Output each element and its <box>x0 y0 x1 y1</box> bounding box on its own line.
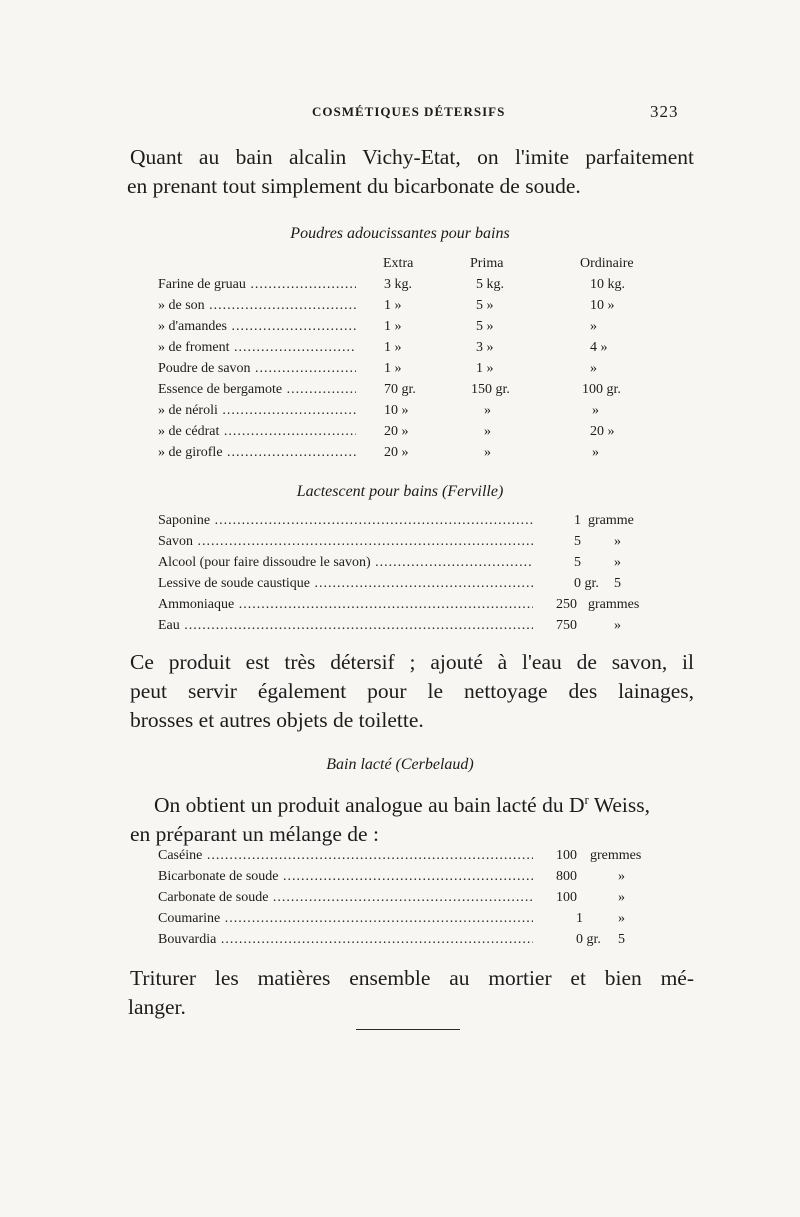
table-row <box>158 277 678 298</box>
superscript: r <box>584 792 589 807</box>
cell-unit: » <box>614 618 621 633</box>
cell-unit: » <box>618 890 625 905</box>
row-label: Lessive de soude caustique ..... <box>158 576 533 592</box>
table-row <box>158 911 678 932</box>
text-run: Weiss, <box>588 793 651 818</box>
cell-extra: 1 » <box>384 361 402 376</box>
cell-ordinaire: 4 » <box>590 340 608 355</box>
row-label: Savon ..... <box>158 534 533 550</box>
cell-prima: » <box>484 445 491 460</box>
table-header-row <box>158 256 678 277</box>
caption-bain-lacte: Bain lacté (Cerbelaud) <box>326 756 474 773</box>
paragraph-line: langer. <box>128 995 186 1019</box>
cell-ordinaire: » <box>592 403 599 418</box>
paragraph-line: Ce produit est très détersif ; ajouté à l'eau de savon, il <box>130 650 694 674</box>
cell-unit: » <box>618 911 625 926</box>
table-row <box>158 403 678 424</box>
column-header-prima: Prima <box>470 256 504 271</box>
cell-ordinaire: » <box>590 319 597 334</box>
row-label: » de cédrat ..... <box>158 424 356 440</box>
cell-quantity: 100 <box>556 890 577 905</box>
table-row <box>158 445 678 466</box>
table-bain-lacte <box>158 848 678 958</box>
paragraph-line: Triturer les matières ensemble au mortier et bien mé- <box>130 966 694 990</box>
cell-quantity: 5 <box>574 555 581 570</box>
row-label: » d'amandes ..... <box>158 319 356 335</box>
row-label: Bouvardia ..... <box>158 932 533 948</box>
cell-unit: grammes <box>588 597 640 612</box>
page-number: 323 <box>650 102 679 121</box>
cell-ordinaire: 10 kg. <box>590 277 625 292</box>
cell-extra: 10 » <box>384 403 409 418</box>
cell-extra: 1 » <box>384 319 402 334</box>
table-lactescent <box>158 513 678 643</box>
row-label: Carbonate de soude ..... <box>158 890 533 906</box>
row-label: Bicarbonate de soude ..... <box>158 869 533 885</box>
cell-unit: 5 <box>618 932 625 947</box>
caption-lactescent: Lactescent pour bains (Ferville) <box>296 483 504 500</box>
table-row <box>158 534 678 555</box>
cell-unit: » <box>614 534 621 549</box>
cell-ordinaire: » <box>590 361 597 376</box>
paragraph-line: en prenant tout simplement du bicarbonate de soude. <box>127 174 581 198</box>
cell-prima: 5 » <box>476 298 494 313</box>
table-row <box>158 361 678 382</box>
cell-prima: » <box>484 424 491 439</box>
cell-unit: gramme <box>588 513 634 528</box>
cell-prima: » <box>484 403 491 418</box>
row-label: Eau ..... <box>158 618 533 634</box>
table-poudres <box>158 256 678 466</box>
cell-unit: » <box>618 869 625 884</box>
table-row <box>158 618 678 639</box>
cell-quantity: 5 <box>574 534 581 549</box>
table-row <box>158 298 678 319</box>
table-row <box>158 576 678 597</box>
table-row <box>158 869 678 890</box>
table-row <box>158 848 678 869</box>
cell-extra: 1 » <box>384 298 402 313</box>
running-title: COSMÉTIQUES DÉTERSIFS <box>312 104 506 119</box>
cell-ordinaire: 100 gr. <box>582 382 621 397</box>
cell-extra: 3 kg. <box>384 277 412 292</box>
cell-ordinaire: » <box>592 445 599 460</box>
paragraph-detersif <box>130 648 694 735</box>
cell-quantity: 0 gr. <box>574 576 599 591</box>
table-row <box>158 513 678 534</box>
cell-quantity: 1 <box>576 911 583 926</box>
row-label: Poudre de savon ..... <box>158 361 356 377</box>
section-rule <box>356 1029 460 1030</box>
cell-quantity: 250 <box>556 597 577 612</box>
row-label: Saponine ..... <box>158 513 533 529</box>
paragraph-line: en préparant un mélange de : <box>130 822 379 847</box>
cell-quantity: 100 <box>556 848 577 863</box>
table-row <box>158 932 678 953</box>
cell-prima: 1 » <box>476 361 494 376</box>
row-label: Farine de gruau ..... <box>158 277 356 293</box>
row-label: » de girofle ..... <box>158 445 356 461</box>
row-label: Essence de bergamote ..... <box>158 382 356 398</box>
table-row <box>158 382 678 403</box>
paragraph-line <box>154 785 694 820</box>
paragraph-vichy <box>127 143 694 201</box>
row-label: Alcool (pour faire dissoudre le savon) ..... <box>158 555 533 571</box>
cell-extra: 1 » <box>384 340 402 355</box>
cell-prima: 5 kg. <box>476 277 504 292</box>
cell-ordinaire: 10 » <box>590 298 615 313</box>
column-header-extra: Extra <box>383 256 414 271</box>
table-row <box>158 424 678 445</box>
cell-quantity: 750 <box>556 618 577 633</box>
cell-prima: 3 » <box>476 340 494 355</box>
cell-quantity: 0 gr. <box>576 932 601 947</box>
row-label: » de néroli ..... <box>158 403 356 419</box>
running-head <box>0 104 800 124</box>
cell-quantity: 1 <box>574 513 581 528</box>
column-header-ordinaire: Ordinaire <box>580 256 634 271</box>
paragraph-line: brosses et autres objets de toilette. <box>130 708 424 732</box>
row-label: » de froment ..... <box>158 340 356 356</box>
table-row <box>158 319 678 340</box>
table-row <box>158 890 678 911</box>
table-row <box>158 555 678 576</box>
cell-prima: 5 » <box>476 319 494 334</box>
caption-poudres: Poudres adoucissantes pour bains <box>290 225 510 242</box>
text-run: On obtient un produit analogue au bain lacté du D <box>154 793 585 818</box>
row-label: Coumarine ..... <box>158 911 533 927</box>
cell-prima: 150 gr. <box>471 382 510 397</box>
row-label: » de son ..... <box>158 298 356 314</box>
cell-extra: 70 gr. <box>384 382 416 397</box>
cell-unit: gremmes <box>590 848 642 863</box>
cell-extra: 20 » <box>384 445 409 460</box>
cell-unit: 5 <box>614 576 621 591</box>
row-label: Caséine ..... <box>158 848 533 864</box>
table-row <box>158 597 678 618</box>
row-label: Ammoniaque ..... <box>158 597 533 613</box>
cell-extra: 20 » <box>384 424 409 439</box>
paragraph-line: Quant au bain alcalin Vichy-Etat, on l'imite parfaitement <box>130 145 694 169</box>
paragraph-triturer <box>130 964 694 1022</box>
cell-unit: » <box>614 555 621 570</box>
table-row <box>158 340 678 361</box>
paragraph-line: peut servir également pour le nettoyage des lainages, <box>130 679 694 703</box>
cell-quantity: 800 <box>556 869 577 884</box>
cell-ordinaire: 20 » <box>590 424 615 439</box>
paragraph-bain-lacte <box>130 785 694 849</box>
